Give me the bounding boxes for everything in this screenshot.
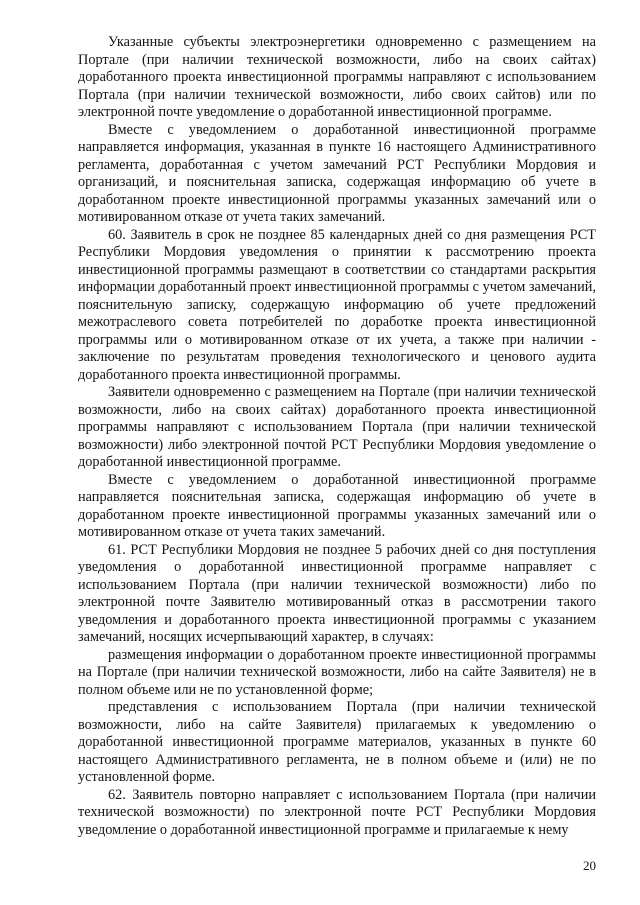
- paragraph: 60. Заявитель в срок не позднее 85 календарных дней со дня размещения РСТ Республики Мордовия уведомления о принятии к рассмотрению проекта инвестиционной программы размещают в соответствии со стандартами раскрытия информации доработанный проект инвестиционной программы с учетом замечаний, пояснительную записку, содержащую информацию об учете предложений межотраслевого совета потребителей по доработке проекта инвестиционной программы или о мотивированном отказе от их учета, а также при наличии - заключение по результатам проведения технологического и ценового аудита доработанного проекта инвестиционной программы.: [78, 226, 596, 383]
- page-number: 20: [583, 858, 596, 873]
- paragraph: Заявители одновременно с размещением на Портале (при наличии технической возможности, либо на своих сайтах) доработанного проекта инвестиционной программы направляют с использованием Портала (при наличии технической возможности) либо электронной почтой РСТ Республики Мордовия уведомление о доработанной инвестиционной программе.: [78, 384, 596, 470]
- document-body: [78, 34, 596, 839]
- paragraph: Указанные субъекты электроэнергетики одновременно с размещением на Портале (при наличии технической возможности, либо на своих сайтах) доработанного проекта инвестиционной программы направляют с использованием Портала (при наличии технической возможности, либо своих сайтов) или по электронной почте уведомление о доработанной инвестиционной программе.: [78, 34, 596, 120]
- paragraph: 61. РСТ Республики Мордовия не позднее 5 рабочих дней со дня поступления уведомления о доработанной инвестиционной программе направляет с использованием Портала (при наличии технической возможности) либо по электронной почте Заявителю мотивированный отказ в рассмотрении такого уведомления и доработанного проекта инвестиционной программы с указанием замечаний, носящих исчерпывающий характер, в случаях:: [78, 541, 596, 645]
- paragraph: Вместе с уведомлением о доработанной инвестиционной программе направляется информация, указанная в пункте 16 настоящего Административного регламента, доработанная с учетом замечаний РСТ Республики Мордовия и организаций, и пояснительная записка, содержащая информацию об учете в доработанном проекте инвестиционной программы указанных замечаний или о мотивированном отказе от учета таких замечаний.: [78, 121, 596, 225]
- paragraph: 62. Заявитель повторно направляет с использованием Портала (при наличии технической возможности) по электронной почте РСТ Республики Мордовия уведомление о доработанной инвестиционной программе и прилагаемые к нему: [78, 786, 596, 838]
- paragraph: размещения информации о доработанном проекте инвестиционной программы на Портале (при наличии технической возможности, либо на сайте Заявителя) не в полном объеме или не по установленной форме;: [78, 646, 596, 698]
- paragraph: представления с использованием Портала (при наличии технической возможности, либо на сайте Заявителя) прилагаемых к уведомлению о доработанной инвестиционной программе материалов, указанных в пункте 60 настоящего Административного регламента, не в полном объеме и (или) не по установленной форме.: [78, 699, 596, 785]
- paragraph: Вместе с уведомлением о доработанной инвестиционной программе направляется пояснительная записка, содержащая информацию об учете в доработанном проекте инвестиционной программы указанных замечаний или о мотивированном отказе от учета таких замечаний.: [78, 471, 596, 540]
